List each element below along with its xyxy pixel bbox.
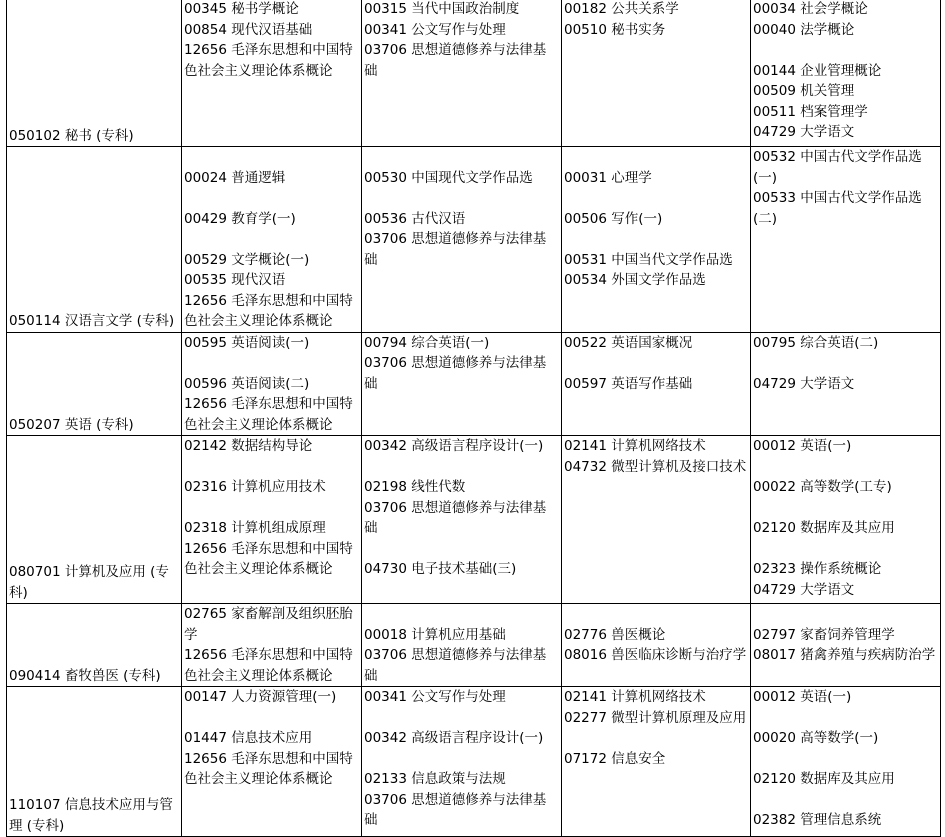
major-cell bbox=[7, 332, 182, 436]
course-entry: 04732 微型计算机及接口技术 bbox=[564, 458, 747, 475]
blank-line bbox=[184, 457, 359, 478]
course-entry: 00031 心理学 bbox=[564, 169, 652, 186]
table-body bbox=[7, 0, 941, 837]
blank-line bbox=[184, 353, 359, 374]
course-cell bbox=[182, 0, 362, 147]
blank-line bbox=[753, 539, 938, 560]
course-entry: 00040 法学概论 bbox=[753, 21, 855, 38]
course-entry: 03706 思想道德修养与法律基础 bbox=[364, 42, 547, 79]
course-cell bbox=[751, 604, 941, 687]
course-entry: 01447 信息技术应用 bbox=[184, 730, 313, 746]
major-cell bbox=[7, 436, 182, 604]
course-entry: 00536 古代汉语 bbox=[364, 210, 466, 227]
blank-line bbox=[753, 40, 938, 61]
major-name: 050102 秘书 (专科) bbox=[9, 127, 134, 144]
course-entry: 00532 中国古代文学作品选(一) bbox=[753, 149, 922, 186]
course-entry: 03706 思想道德修养与法律基础 bbox=[364, 499, 547, 536]
blank-line bbox=[753, 790, 938, 811]
table-row bbox=[7, 147, 941, 333]
course-entry: 00144 企业管理概论 bbox=[753, 62, 882, 79]
course-entry: 00429 教育学(一) bbox=[184, 210, 296, 227]
course-entry: 03706 思想道德修养与法律基础 bbox=[364, 355, 547, 392]
course-entry: 00022 高等数学(工专) bbox=[753, 479, 892, 495]
table-row bbox=[7, 436, 941, 604]
major-name: 080701 计算机及应用 (专科) bbox=[9, 564, 169, 601]
course-entry: 00341 公文写作与处理 bbox=[364, 689, 506, 705]
blank-line bbox=[564, 188, 748, 209]
course-entry: 00018 计算机应用基础 bbox=[364, 626, 506, 643]
blank-line bbox=[364, 147, 559, 168]
course-entry: 00794 综合英语(一) bbox=[364, 334, 490, 351]
course-entry: 00012 英语(一) bbox=[753, 689, 852, 705]
course-entry: 12656 毛泽东思想和中国特色社会主义理论体系概论 bbox=[184, 647, 353, 684]
course-entry: 00535 现代汉语 bbox=[184, 272, 286, 288]
blank-line bbox=[564, 728, 748, 749]
table-row bbox=[7, 332, 941, 436]
course-entry: 12656 毛泽东思想和中国特色社会主义理论体系概论 bbox=[184, 540, 353, 577]
course-entry: 07172 信息安全 bbox=[564, 750, 666, 767]
course-entry: 12656 毛泽东思想和中国特色社会主义理论体系概论 bbox=[184, 750, 353, 787]
course-entry: 00795 综合英语(二) bbox=[753, 334, 879, 351]
course-entry: 02141 计算机网络技术 bbox=[564, 689, 706, 705]
blank-line bbox=[564, 353, 748, 374]
course-entry: 00596 英语阅读(二) bbox=[184, 375, 310, 392]
course-cell bbox=[182, 687, 362, 837]
blank-line bbox=[184, 708, 359, 729]
course-entry: 08017 猪禽养殖与疾病防治学 bbox=[753, 647, 936, 663]
course-cell bbox=[182, 147, 362, 333]
course-entry: 00506 写作(一) bbox=[564, 210, 663, 227]
course-cell bbox=[562, 604, 751, 687]
course-entry: 00341 公文写作与处理 bbox=[364, 21, 506, 38]
blank-line bbox=[753, 604, 938, 625]
course-cell bbox=[562, 332, 751, 436]
course-cell bbox=[182, 332, 362, 436]
course-entry: 00854 现代汉语基础 bbox=[184, 21, 313, 38]
course-entry: 00597 英语写作基础 bbox=[564, 375, 693, 392]
course-entry: 02142 数据结构导论 bbox=[184, 438, 313, 454]
course-entry: 12656 毛泽东思想和中国特色社会主义理论体系概论 bbox=[184, 292, 353, 329]
major-name: 110107 信息技术应用与管理 (专科) bbox=[9, 797, 173, 834]
blank-line bbox=[753, 708, 938, 729]
course-cell bbox=[182, 436, 362, 604]
course-cell bbox=[751, 147, 941, 333]
table-row bbox=[7, 687, 941, 837]
table-row bbox=[7, 0, 941, 147]
blank-line bbox=[364, 539, 559, 560]
course-cell bbox=[362, 687, 562, 837]
course-entry: 00534 外国文学作品选 bbox=[564, 272, 706, 288]
course-entry: 02765 家畜解剖及组织胚胎学 bbox=[184, 606, 353, 643]
course-entry: 00522 英语国家概况 bbox=[564, 334, 693, 351]
course-entry: 02776 兽医概论 bbox=[564, 626, 666, 643]
blank-line bbox=[564, 229, 748, 250]
course-cell bbox=[562, 687, 751, 837]
course-entry: 00509 机关管理 bbox=[753, 83, 855, 99]
blank-line bbox=[753, 353, 938, 374]
course-cell bbox=[362, 436, 562, 604]
course-cell bbox=[362, 604, 562, 687]
course-entry: 00345 秘书学概论 bbox=[184, 1, 299, 17]
course-entry: 02323 操作系统概论 bbox=[753, 561, 882, 577]
course-entry: 00020 高等数学(一) bbox=[753, 730, 879, 746]
course-entry: 02120 数据库及其应用 bbox=[753, 771, 895, 787]
blank-line bbox=[564, 147, 748, 168]
major-cell bbox=[7, 687, 182, 837]
course-entry: 12656 毛泽东思想和中国特色社会主义理论体系概论 bbox=[184, 396, 353, 433]
blank-line bbox=[184, 498, 359, 519]
blank-line bbox=[184, 229, 359, 250]
course-entry: 00182 公共关系学 bbox=[564, 1, 679, 17]
course-entry: 00510 秘书实务 bbox=[564, 21, 666, 38]
blank-line bbox=[364, 749, 559, 770]
major-name: 050207 英语 (专科) bbox=[9, 416, 134, 433]
course-cell bbox=[751, 687, 941, 837]
course-cell bbox=[751, 0, 941, 147]
major-cell bbox=[7, 0, 182, 147]
major-name: 050114 汉语言文学 (专科) bbox=[9, 313, 175, 329]
blank-line bbox=[184, 188, 359, 209]
major-cell bbox=[7, 604, 182, 687]
course-entry: 00342 高级语言程序设计(一) bbox=[364, 438, 544, 454]
course-entry: 00012 英语(一) bbox=[753, 438, 852, 454]
course-entry: 03706 思想道德修养与法律基础 bbox=[364, 791, 547, 828]
course-entry: 00533 中国古代文学作品选(二) bbox=[753, 190, 922, 227]
course-entry: 02797 家畜饲养管理学 bbox=[753, 626, 895, 643]
course-cell bbox=[562, 147, 751, 333]
course-entry: 08016 兽医临床诊断与治疗学 bbox=[564, 647, 747, 663]
course-entry: 02382 管理信息系统 bbox=[753, 812, 882, 828]
course-entry: 04729 大学语文 bbox=[753, 581, 855, 598]
course-entry: 04729 大学语文 bbox=[753, 375, 855, 392]
course-cell bbox=[362, 332, 562, 436]
course-cell bbox=[751, 332, 941, 436]
course-entry: 00531 中国当代文学作品选 bbox=[564, 251, 733, 268]
course-entry: 03706 思想道德修养与法律基础 bbox=[364, 647, 547, 684]
course-entry: 02120 数据库及其应用 bbox=[753, 520, 895, 536]
course-entry: 02277 微型计算机原理及应用 bbox=[564, 709, 747, 726]
course-entry: 02198 线性代数 bbox=[364, 479, 466, 495]
course-entry: 00147 人力资源管理(一) bbox=[184, 689, 337, 705]
course-entry: 02133 信息政策与法规 bbox=[364, 771, 506, 787]
major-cell bbox=[7, 147, 182, 333]
course-entry: 00034 社会学概论 bbox=[753, 1, 868, 17]
course-entry: 02318 计算机组成原理 bbox=[184, 520, 326, 536]
course-entry: 02141 计算机网络技术 bbox=[564, 438, 706, 454]
course-cell bbox=[751, 436, 941, 604]
course-cell bbox=[362, 147, 562, 333]
course-entry: 00595 英语阅读(一) bbox=[184, 334, 310, 351]
blank-line bbox=[753, 498, 938, 519]
blank-line bbox=[184, 147, 359, 168]
course-entry: 00529 文学概论(一) bbox=[184, 251, 310, 268]
exam-schedule-table bbox=[6, 0, 941, 837]
course-entry: 00315 当代中国政治制度 bbox=[364, 1, 520, 17]
course-cell bbox=[182, 604, 362, 687]
blank-line bbox=[364, 188, 559, 209]
table-row bbox=[7, 604, 941, 687]
course-entry: 00342 高级语言程序设计(一) bbox=[364, 730, 544, 746]
course-entry: 00024 普通逻辑 bbox=[184, 169, 286, 186]
course-entry: 03706 思想道德修养与法律基础 bbox=[364, 231, 547, 268]
blank-line bbox=[364, 457, 559, 478]
course-entry: 02316 计算机应用技术 bbox=[184, 479, 326, 495]
blank-line bbox=[753, 457, 938, 478]
course-entry: 12656 毛泽东思想和中国特色社会主义理论体系概论 bbox=[184, 42, 353, 79]
major-name: 090414 畜牧兽医 (专科) bbox=[9, 667, 161, 684]
course-entry: 04729 大学语文 bbox=[753, 124, 855, 140]
blank-line bbox=[364, 604, 559, 625]
course-entry: 00530 中国现代文学作品选 bbox=[364, 169, 533, 186]
course-entry: 00511 档案管理学 bbox=[753, 103, 868, 120]
course-cell bbox=[562, 0, 751, 147]
blank-line bbox=[564, 604, 748, 625]
course-entry: 04730 电子技术基础(三) bbox=[364, 561, 517, 577]
course-cell bbox=[562, 436, 751, 604]
blank-line bbox=[753, 749, 938, 770]
course-cell bbox=[362, 0, 562, 147]
blank-line bbox=[364, 708, 559, 729]
